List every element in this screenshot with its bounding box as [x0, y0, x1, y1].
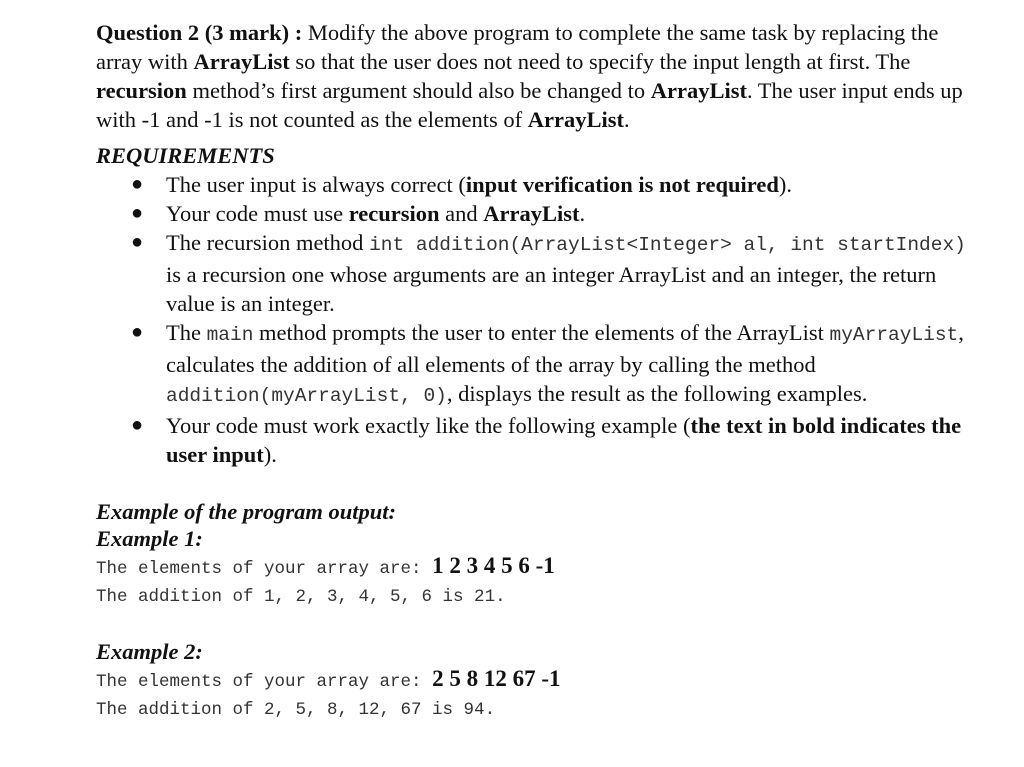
bullet-icon: ●	[131, 414, 144, 436]
bullet-icon: ●	[131, 231, 144, 253]
bullet-icon: ●	[131, 321, 144, 343]
requirement-item: ● Your code must use recursion and ArrayList.	[131, 201, 586, 226]
code-call: addition(myArrayList, 0)	[166, 385, 447, 407]
requirement-item: ● The user input is always correct (input verification is not required).	[131, 172, 792, 197]
example-1-user-input: 1 2 3 4 5 6 -1	[432, 553, 555, 578]
example-2-label: Example 2:	[96, 639, 203, 664]
examples-heading: Example of the program output:	[96, 499, 397, 524]
code-main: main	[206, 324, 254, 346]
question-title: Question 2 (3 mark) :	[96, 20, 303, 45]
requirements-heading: REQUIREMENTS	[96, 143, 275, 168]
code-signature: int addition(ArrayList<Integer> al, int startIndex)	[369, 234, 966, 256]
example-2-result-line: The addition of 2, 5, 8, 12, 67 is 94.	[96, 700, 496, 720]
bullet-icon: ●	[131, 202, 144, 224]
document	[96, 18, 986, 724]
example-1-label: Example 1:	[96, 526, 203, 551]
bullet-icon: ●	[131, 173, 144, 195]
requirement-item: ● The recursion method int addition(ArrayList<Integer> al, int startIndex) is a recursion one whose arguments are an integer ArrayList and an integer, the return value is an integer.	[131, 230, 966, 316]
requirement-item: ● Your code must work exactly like the following example (the text in bold indicates the user input).	[131, 413, 962, 467]
requirements-list	[96, 170, 986, 469]
question-paragraph: Question 2 (3 mark) : Modify the above program to complete the same task by replacing the array with ArrayList so that the user does not need to specify the input length at first. The recursion method’s first argument should also be changed to ArrayList. The user input ends up with -1 and -1 is not counted as the elements of ArrayList.	[96, 20, 963, 132]
example-1-prompt-line: The elements of your array are: 1 2 3 4 5 6 -1	[96, 553, 555, 579]
example-1-result-line: The addition of 1, 2, 3, 4, 5, 6 is 21.	[96, 587, 506, 607]
requirement-item: ● The main method prompts the user to enter the elements of the ArrayList myArrayList, calculates the addition of all elements of the array by calling the method addition(myArrayList, 0), displays the result as the following examples.	[131, 320, 964, 407]
code-arraylist: myArrayList	[829, 324, 959, 346]
example-2-user-input: 2 5 8 12 67 -1	[432, 666, 561, 691]
example-2-prompt-line: The elements of your array are: 2 5 8 12 67 -1	[96, 666, 561, 692]
